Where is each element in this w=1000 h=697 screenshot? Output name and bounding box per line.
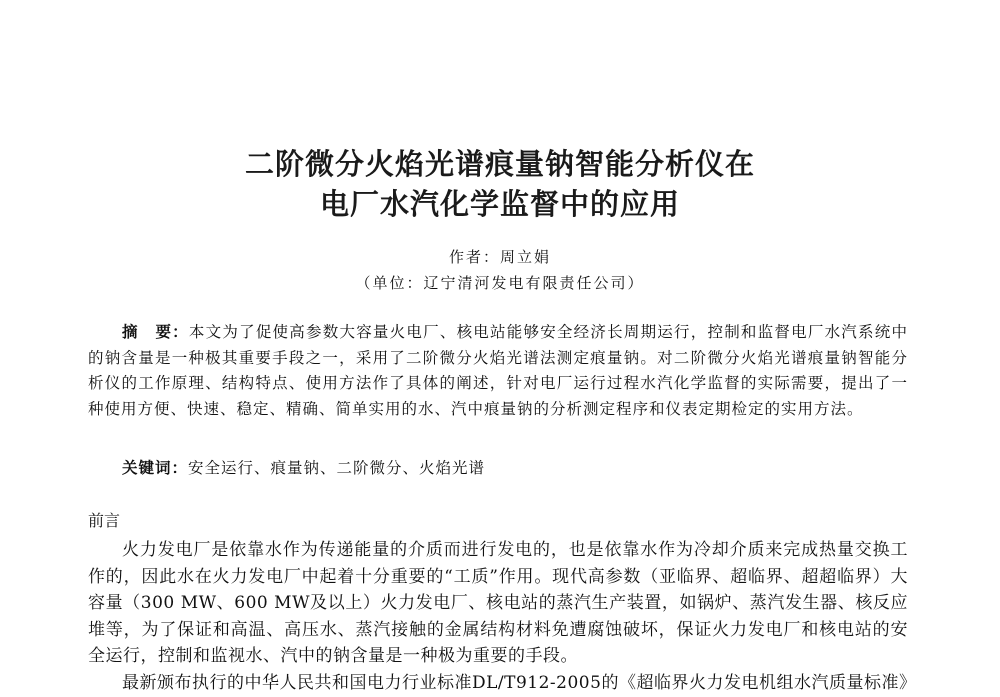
body-text	[88, 537, 917, 697]
keywords	[122, 456, 485, 478]
abstract-text: 本文为了促使高参数大容量火电厂、核电站能够安全经济长周期运行，控制和监督电厂水汽系统中的钠含量是一种极其重要手段之一，采用了二阶微分火焰光谱法测定痕量钠。对二阶微分火焰光谱痕量钠智能分析仪的工作原理、结构特点、使用方法作了具体的阐述，针对电厂运行过程水汽化学监督的实际需要，提出了一种使用方便、快速、稳定、精确、简单实用的水、汽中痕量钠的分析测定程序和仪表定期检定的实用方法。	[88, 323, 908, 418]
keywords-label: 关键词：	[122, 459, 189, 477]
body-paragraph-2: 最新颁布执行的中华人民共和国电力行业标准DL/T912-2005的《超临界火力发电机组水汽质量标准》	[122, 672, 917, 693]
paper-title-line-1: 二阶微分火焰光谱痕量钠智能分析仪在	[244, 147, 755, 181]
abstract	[88, 320, 908, 422]
keywords-text: 安全运行、痕量钠、二阶微分、火焰光谱	[188, 459, 486, 477]
body-paragraph-1: 火力发电厂是依靠水作为传递能量的介质而进行发电的，也是依靠水作为冷却介质来完成热量交换工作的，因此水在火力发电厂中起着十分重要的“工质”作用。现代高参数（亚临界、超临界、超超临界）大容量（300 MW、600 MW及以上）火力发电厂、核电站的蒸汽生产装置，如锅炉、蒸汽发生器、核反应堆等，为了保证和高温、高压水、蒸汽接触的金属结构材料免遭腐蚀破坏，保证火力发电厂和核电站的安全运行，控制和监视水、汽中的钠含量是一种极为重要的手段。	[88, 540, 908, 667]
abstract-label: 摘 要：	[122, 323, 189, 341]
section-heading-preface: 前言	[88, 511, 121, 530]
affiliation-line: （单位：辽宁清河发电有限责任公司）	[355, 274, 645, 292]
paper-title-line-2: 电厂水汽化学监督中的应用	[319, 187, 680, 221]
author-line: 作者：周立娟	[448, 248, 551, 266]
